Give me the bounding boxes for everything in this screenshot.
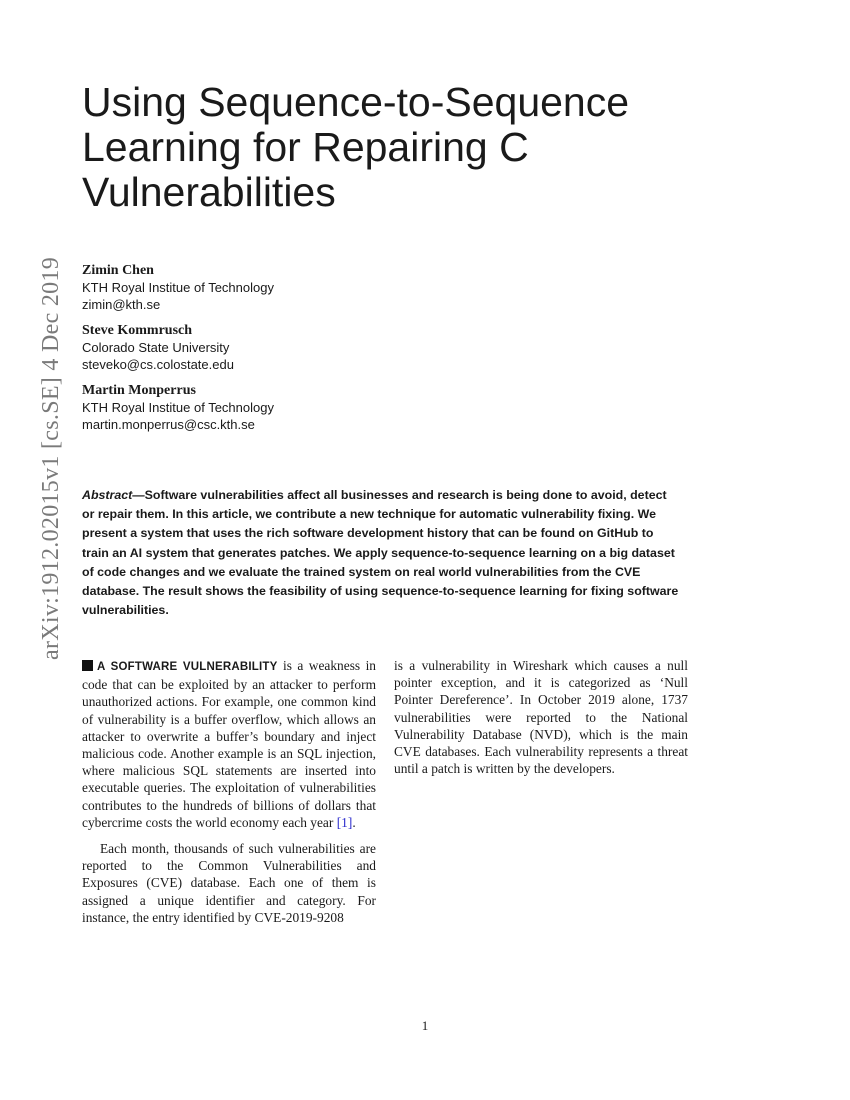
author-block	[82, 322, 582, 373]
section-marker-icon	[82, 660, 93, 671]
author-name: Zimin Chen	[82, 263, 154, 278]
paragraph-text-end: .	[352, 814, 356, 830]
author-affiliation: KTH Royal Institue of Technology	[82, 400, 274, 415]
arxiv-identifier: arXiv:1912.02015v1 [cs.SE] 4 Dec 2019	[38, 256, 64, 660]
author-name: Steve Kommrusch	[82, 323, 193, 338]
author-email[interactable]: zimin@kth.se	[82, 297, 161, 312]
body-paragraph: is a vulnerability in Wireshark which causes a null pointer exception, and it is categorized as ‘Null Pointer Dereference’. In October 2019 alone, 1737 vulnerabilities were reported to the National Vulnerability Database (NVD), which is the main CVE databases. Each vulnerability represents a threat until a patch is written by the developers.	[394, 658, 688, 777]
lead-phrase: A SOFTWARE VULNERABILITY	[97, 661, 278, 673]
body-paragraph	[82, 657, 376, 831]
author-email[interactable]: steveko@cs.colostate.edu	[82, 357, 234, 372]
page-number: 1	[421, 1018, 429, 1033]
paragraph-text: is a weakness in code that can be exploited by an attacker to perform unauthorized actions. For example, one common kind of vulnerability is a buffer overflow, which allows an attacker to overwrite a buffer’s boundary and inject malicious code. Another example is an SQL injection, where malicious SQL statements are inserted into executable queries. The exploitation of vulnerabilities contributes to the hundreds of billions of dollars that cybercrime costs the world economy each year	[82, 658, 377, 830]
citation-link[interactable]: [1]	[336, 814, 353, 830]
author-affiliation: KTH Royal Institue of Technology	[82, 280, 274, 295]
body-paragraph: Each month, thousands of such vulnerabilities are reported to the Common Vulnerabilities and Exposures (CVE) database. Each one of them is assigned a unique identifier and category. For instance, the entry identified by CVE-2019-9208	[82, 841, 376, 925]
author-block	[82, 262, 582, 313]
paper-title: Using Sequence-to-Sequence Learning for Repairing C Vulnerabilities	[82, 79, 630, 215]
author-name: Martin Monperrus	[82, 383, 196, 398]
body-column-right	[394, 657, 688, 777]
abstract-text: Software vulnerabilities affect all businesses and research is being done to avoid, detect or repair them. In this article, we contribute a new technique for automatic vulnerability fixing. We present a system that uses the rich software development history that can be found on GitHub to train an AI system that generates patches. We apply sequence-to-sequence learning on a big dataset of code changes and we evaluate the trained system on real world vulnerabilities from the CVE database. The result shows the feasibility of using sequence-to-sequence learning for fixing software vulnerabilities.	[82, 488, 679, 618]
author-block	[82, 382, 582, 433]
abstract	[82, 486, 682, 620]
author-email[interactable]: martin.monperrus@csc.kth.se	[82, 417, 255, 432]
abstract-label: Abstract	[82, 488, 133, 502]
author-list	[82, 262, 582, 442]
abstract-dash: —	[132, 488, 145, 502]
body-column-left	[82, 657, 376, 926]
author-affiliation: Colorado State University	[82, 340, 230, 355]
